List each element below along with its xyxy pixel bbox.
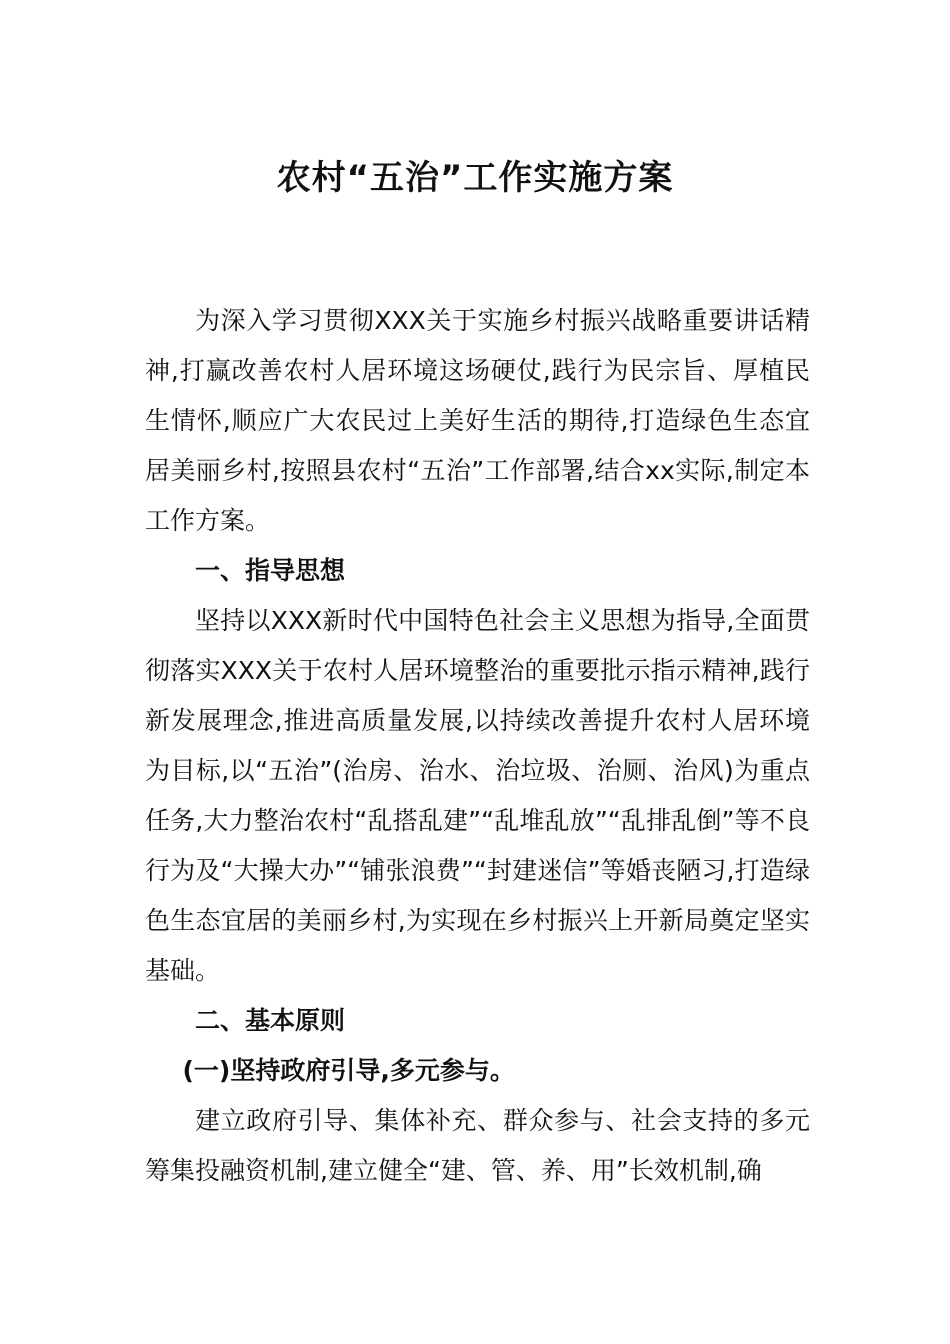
guiding-thought-paragraph: 坚持以XXX新时代中国特色社会主义思想为指导,全面贯彻落实XXX关于农村人居环境整治的重要批示指示精神,践行新发展理念,推进高质量发展,以持续改善提升农村人居环境为目标,以“五治”(治房、治水、治垃圾、治厕、治风)为重点任务,大力整治农村“乱搭乱建”“乱堆乱放”“乱排乱倒”等不良行为及“大操大办”“铺张浪费”“封建迷信”等婚丧陋习,打造绿色生态宜居的美丽乡村,为实现在乡村振兴上开新局奠定坚实基础。	[145, 606, 810, 985]
intro-paragraph: 为深入学习贯彻XXX关于实施乡村振兴战略重要讲话精神,打赢改善农村人居环境这场硬仗,践行为民宗旨、厚植民生情怀,顺应广大农民过上美好生活的期待,打造绿色生态宜居美丽乡村,按照县农村“五治”工作部署,结合xx实际,制定本工作方案。	[145, 306, 810, 535]
section-heading-basic-principles: 二、基本原则	[195, 1006, 346, 1035]
document-body	[145, 296, 810, 1196]
section-heading-guiding-thought: 一、指导思想	[195, 556, 346, 585]
document-title: 农村“五治”工作实施方案	[276, 158, 674, 198]
government-guidance-paragraph: 建立政府引导、集体补充、群众参与、社会支持的多元筹集投融资机制,建立健全“建、管、养、用”长效机制,确	[145, 1106, 810, 1185]
subsection-heading-government-guidance: (一)坚持政府引导,多元参与。	[182, 1056, 515, 1085]
